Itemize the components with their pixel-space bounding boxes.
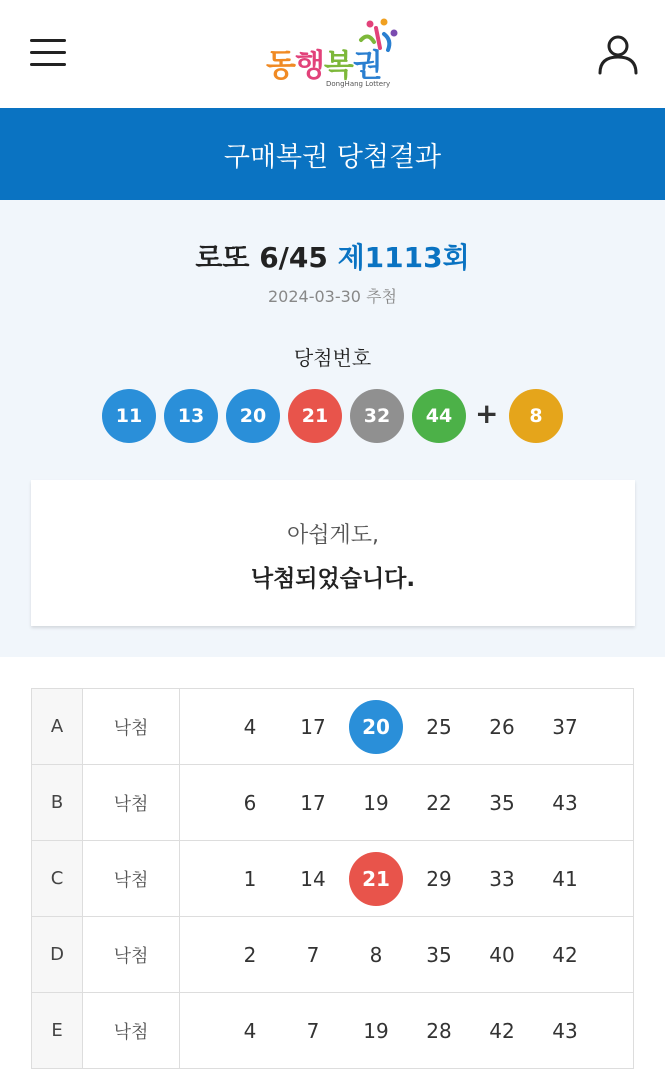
ticket-numbers xyxy=(180,841,634,917)
logo-text xyxy=(266,40,382,85)
ticket-number: 17 xyxy=(300,714,326,739)
ticket-game-id: D xyxy=(32,917,83,993)
ticket-number: 26 xyxy=(489,714,515,739)
ticket-number: 42 xyxy=(489,1018,515,1043)
ticket-number: 43 xyxy=(552,1018,578,1043)
round-number: 제1113회 xyxy=(337,241,470,274)
ticket-number: 35 xyxy=(426,942,452,967)
ticket-numbers xyxy=(180,917,634,993)
ticket-numbers xyxy=(180,765,634,841)
game-name: 로또 6/45 xyxy=(195,241,328,274)
ticket-row xyxy=(32,993,634,1069)
ticket-numbers xyxy=(180,993,634,1069)
ticket-number: 22 xyxy=(426,790,452,815)
ticket-row xyxy=(32,765,634,841)
ticket-number: 40 xyxy=(489,942,515,967)
ticket-number: 1 xyxy=(243,866,257,891)
plus-sign: + xyxy=(475,397,499,430)
logo-subtitle: DongHang Lottery xyxy=(326,80,391,88)
ticket-number: 6 xyxy=(243,790,257,815)
ticket-number: 7 xyxy=(306,942,320,967)
draw-date: 2024-03-30 추첨 xyxy=(268,287,397,306)
ticket-result: 낙첨 xyxy=(83,841,180,917)
winning-ball: 13 xyxy=(164,389,218,443)
ticket-number: 19 xyxy=(363,790,389,815)
ticket-number: 29 xyxy=(426,866,452,891)
ticket-game-id: A xyxy=(32,689,83,765)
winning-ball: 20 xyxy=(226,389,280,443)
purchased-ticket-table xyxy=(31,688,634,1069)
round-title xyxy=(0,236,665,276)
winning-ball: 32 xyxy=(350,389,404,443)
ticket-number: 42 xyxy=(552,942,578,967)
result-message-line2: 낙첨되었습니다. xyxy=(250,566,416,592)
ticket-result: 낙첨 xyxy=(83,993,180,1069)
ticket-number: 4 xyxy=(243,714,257,739)
winning-result-section xyxy=(0,200,665,657)
ticket-number: 28 xyxy=(426,1018,452,1043)
result-message-line1: 아쉽게도, xyxy=(286,523,379,548)
ticket-number: 25 xyxy=(426,714,452,739)
user-icon[interactable] xyxy=(597,33,639,75)
winning-numbers-label: 당첨번호 xyxy=(293,346,372,370)
ticket-number: 35 xyxy=(489,790,515,815)
ticket-game-id: C xyxy=(32,841,83,917)
hamburger-menu-icon[interactable] xyxy=(30,38,66,68)
ticket-number: 2 xyxy=(243,942,257,967)
ticket-game-id: E xyxy=(32,993,83,1069)
ticket-number-matched: 21 xyxy=(349,852,403,906)
ticket-result: 낙첨 xyxy=(83,917,180,993)
ticket-row xyxy=(32,841,634,917)
logo-char: 권 xyxy=(352,48,382,84)
winning-ball: 11 xyxy=(102,389,156,443)
page-title: 구매복권 당첨결과 xyxy=(223,141,442,173)
ticket-number: 43 xyxy=(552,790,578,815)
ticket-number: 33 xyxy=(489,866,515,891)
ticket-row xyxy=(32,917,634,993)
ticket-number: 14 xyxy=(300,866,326,891)
donghang-lottery-logo[interactable] xyxy=(264,18,404,90)
ticket-number-matched: 20 xyxy=(349,700,403,754)
ticket-game-id: B xyxy=(32,765,83,841)
logo-char: 행 xyxy=(294,48,324,84)
logo-char: 복 xyxy=(323,48,353,84)
ticket-numbers xyxy=(180,689,634,765)
ticket-number: 37 xyxy=(552,714,578,739)
ticket-result: 낙첨 xyxy=(83,689,180,765)
ticket-number: 41 xyxy=(552,866,578,891)
header xyxy=(0,0,665,108)
ticket-number: 8 xyxy=(369,942,383,967)
ticket-row xyxy=(32,689,634,765)
winning-numbers xyxy=(0,389,665,443)
result-message-card xyxy=(31,480,635,626)
logo-char: 동 xyxy=(266,48,295,84)
ticket-number: 17 xyxy=(300,790,326,815)
winning-ball: 21 xyxy=(288,389,342,443)
ticket-number: 4 xyxy=(243,1018,257,1043)
ticket-number: 7 xyxy=(306,1018,320,1043)
ticket-result: 낙첨 xyxy=(83,765,180,841)
ticket-number: 19 xyxy=(363,1018,389,1043)
winning-ball: 44 xyxy=(412,389,466,443)
page-title-banner xyxy=(0,108,665,200)
bonus-ball: 8 xyxy=(509,389,563,443)
